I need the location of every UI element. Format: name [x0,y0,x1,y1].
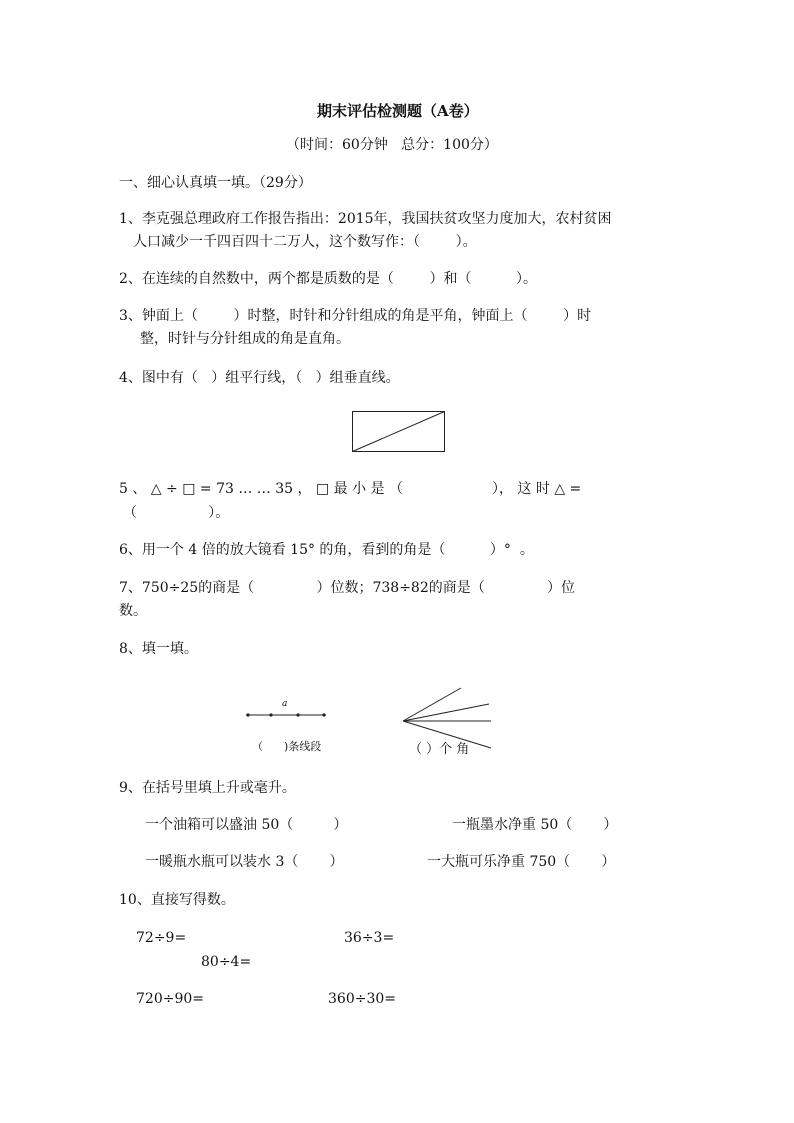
q2-text: 2、在连续的自然数中，两个都是质数的是（ ）和（ ）。 [119,271,538,287]
q9-item-thermos: 一暖瓶水瓶可以装水 3（ ） [145,854,344,870]
q10-text: 10、直接写得数。 [119,892,235,908]
exam-title: 期末评估检测题（A卷） [317,102,479,120]
q10-expr-5: 360÷30= [328,991,396,1007]
exam-subtitle: （时间：60分钟 总分：100分） [286,137,498,153]
rectangle-diagonal-figure [352,411,446,453]
q9-item-oil-tank: 一个油箱可以盛油 50（ ） [145,817,348,833]
q4-text: 4、图中有（ ）组平行线，（ ）组垂直线。 [119,370,400,386]
q9-text: 9、在括号里填上升或毫升。 [119,780,296,796]
q8-text: 8、填一填。 [119,641,198,657]
ray-line [403,704,489,721]
q9-item-ink-bottle: 一瓶墨水净重 50（ ） [452,817,618,833]
segment-point [296,713,299,716]
q10-expr-2: 36÷3= [344,930,395,946]
q10-expr-1: 72÷9= [136,930,187,946]
q1-line1: 1、李克强总理政府工作报告指出：2015年，我国扶贫攻坚力度加大，农村贫困 [119,211,612,227]
q10-expr-3: 80÷4= [201,954,252,970]
section-heading: 一、细心认真填一填。（29分） [119,175,312,191]
segment-label: a [282,699,288,709]
angle-caption: （ ）个 角 [409,742,470,757]
q3-line1: 3、钟面上（ ）时整，时针和分针组成的角是平角，钟面上（ ）时 [119,308,592,324]
q5-line1: 5 、 △ ÷ □ = 73 … … 35 ， □ 最 小 是 （ ）， 这 时 △ = [119,481,582,497]
q7-line1: 7、750÷25的商是（ ）位数；738÷82的商是（ ）位 [119,580,576,596]
segment-point [322,713,325,716]
diagonal-line [353,412,445,452]
q10-expr-4: 720÷90= [136,991,204,1007]
q1-line2: 人口减少一千四百四十二万人，这个数写作：（ ）。 [133,234,477,250]
segment-point [269,713,272,716]
q9-item-cola: 一大瓶可乐净重 750（ ） [427,854,616,870]
q6-text: 6、用一个 4 倍的放大镜看 15° 的角，看到的角是（ ）° 。 [119,542,534,558]
q5-line2: （ ）。 [123,505,230,521]
q7-line2: 数。 [119,603,147,619]
segment-caption: （ )条线段 [252,740,322,753]
q3-line2: 整，时针与分针组成的角是直角。 [140,331,350,347]
ray-line [403,688,461,721]
segment-point [246,713,249,716]
line-segments-figure [246,711,328,719]
